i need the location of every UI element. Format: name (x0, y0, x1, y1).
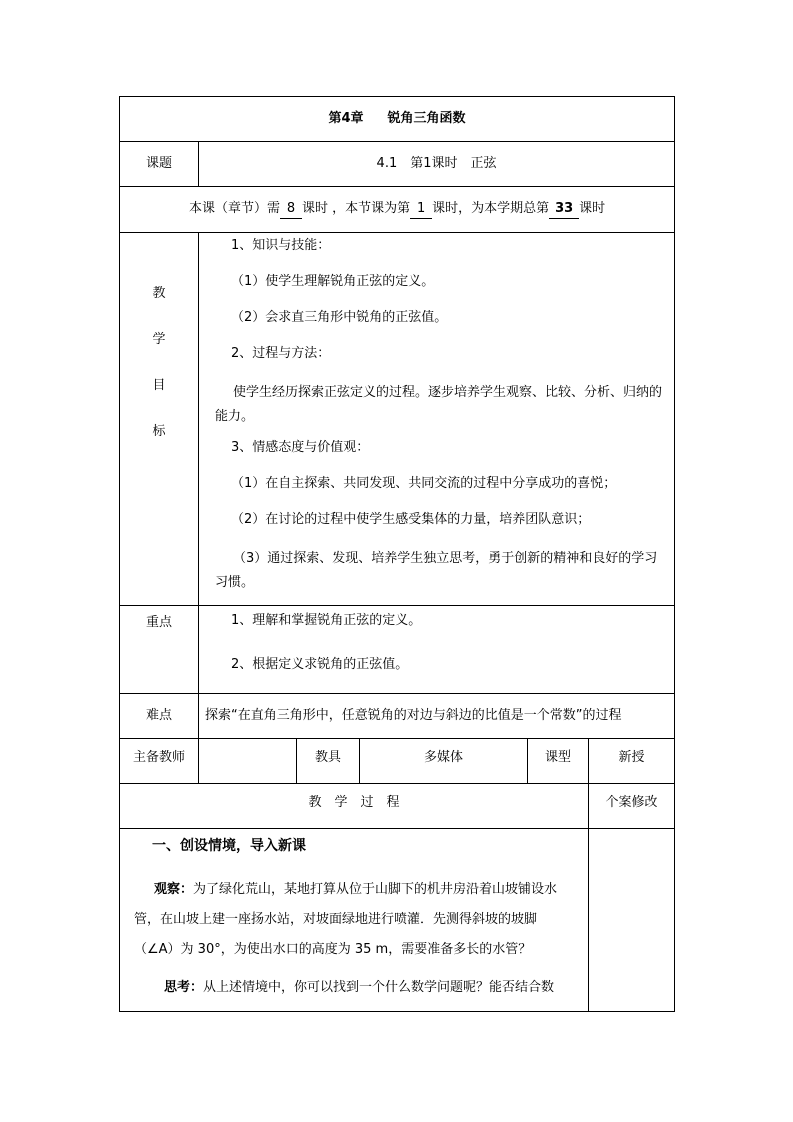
objective-line: 3、情感态度与价值观： (231, 440, 370, 455)
observe-paragraph (120, 875, 588, 965)
section-title: 一、创设情境，导入新课 (152, 838, 306, 854)
total-hours: 8 (280, 200, 302, 219)
process-content (120, 829, 589, 1012)
objective-line: 使学生经历探索正弦定义的过程。逐步培养学生观察、比较、分析、归纳的能力。 (215, 385, 663, 424)
lesson-type-value: 新授 (589, 739, 675, 784)
lesson-plan-table (119, 96, 675, 1012)
objective-line: （2）在讨论的过程中使学生感受集体的力量，培养团队意识； (231, 512, 591, 527)
difficulty-label: 难点 (120, 694, 199, 739)
chapter-title (120, 97, 675, 142)
key-points-label: 重点 (120, 606, 199, 694)
objective-line: （1）使学生理解锐角正弦的定义。 (231, 274, 435, 289)
teacher-label: 主备教师 (120, 739, 199, 784)
term-total-hours: 33 (549, 200, 579, 219)
key-point-line: 1、理解和掌握锐角正弦的定义。 (231, 613, 422, 628)
revision-header: 个案修改 (589, 784, 675, 829)
think-text: 从上述情境中，你可以找到一个什么数学问题呢？能否结合数 (203, 980, 555, 995)
observe-text: 为了绿化荒山，某地打算从位于山脚下的机井房沿着山坡铺设水管，在山坡上建一座扬水站，对坡面绿地进行喷灌．先测得斜坡的坡脚（∠A）为 30°，为使出水口的高度为 35 m，需要准备多长的水管？ (134, 882, 558, 957)
topic-value: 4.1 第1课时 正弦 (199, 142, 675, 187)
revision-content (589, 829, 675, 1012)
key-point-line: 2、根据定义求锐角的正弦值。 (231, 657, 409, 672)
chapter-number: 第4章 (328, 111, 364, 126)
difficulty-content: 探索“在直角三角形中，任意锐角的对边与斜边的比值是一个常数”的过程 (199, 694, 675, 739)
tools-value: 多媒体 (360, 739, 528, 784)
process-header: 教 学 过 程 (120, 784, 589, 829)
objective-line: （1）在自主探索、共同发现、共同交流的过程中分享成功的喜悦； (231, 476, 617, 491)
objective-line: （3）通过探索、发现、培养学生独立思考，勇于创新的精神和良好的学习习惯。 (215, 551, 658, 590)
think-label: 思考： (164, 980, 204, 995)
observe-label: 观察： (154, 882, 194, 897)
objective-line: 2、过程与方法： (231, 346, 331, 361)
objectives-content (199, 233, 675, 606)
objective-line: 1、知识与技能： (231, 238, 331, 253)
objective-line: （2）会求直三角形中锐角的正弦值。 (231, 310, 448, 325)
teacher-value (199, 739, 297, 784)
tools-label: 教具 (297, 739, 360, 784)
lesson-hours: 本课（章节）需 8 课时 ，本节课为第 1 课时，为本学期总第 33 课时 (120, 187, 675, 233)
topic-label: 课题 (120, 142, 199, 187)
current-hour: 1 (410, 200, 432, 219)
objectives-label: 教 学 目 标 (120, 233, 199, 606)
lesson-type-label: 课型 (528, 739, 589, 784)
key-points-content (199, 606, 675, 694)
think-paragraph (120, 973, 588, 1003)
chapter-name: 锐角三角函数 (387, 111, 466, 126)
